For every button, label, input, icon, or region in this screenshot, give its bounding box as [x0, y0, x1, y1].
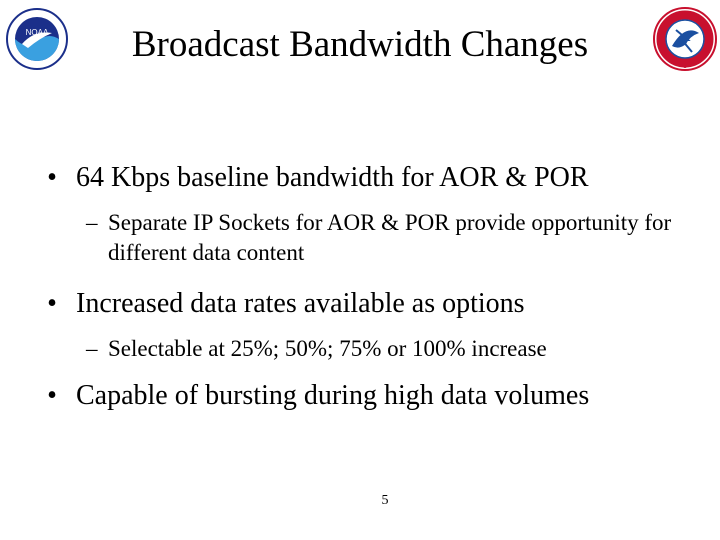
bullet-text: Increased data rates available as options [76, 288, 525, 319]
bullet-marker: • [47, 380, 57, 411]
bullet-item [28, 378, 708, 414]
sub-bullet-text: Separate IP Sockets for AOR & POR provide opportunity for different data content [108, 210, 672, 265]
svg-text:NOAA: NOAA [25, 28, 49, 37]
bullet-list [28, 160, 708, 414]
national-weather-service-logo [652, 6, 718, 72]
sub-bullet-text: Selectable at 25%; 50%; 75% or 100% increase [108, 336, 547, 361]
bullet-marker: • [47, 162, 57, 193]
noaa-logo [6, 8, 68, 70]
page-number: 5 [381, 493, 389, 508]
bullet-text: Capable of bursting during high data volumes [76, 380, 590, 411]
sub-bullet-marker: – [86, 336, 98, 361]
bullet-marker: • [47, 288, 57, 319]
slide-title: Broadcast Bandwidth Changes [131, 24, 589, 65]
bullet-item [28, 160, 708, 196]
bullet-item [28, 286, 708, 322]
sub-bullet-marker: – [86, 210, 98, 235]
sub-bullet-item [28, 208, 708, 268]
sub-bullet-item [28, 334, 708, 364]
bullet-text: 64 Kbps baseline bandwidth for AOR & POR [76, 162, 589, 193]
